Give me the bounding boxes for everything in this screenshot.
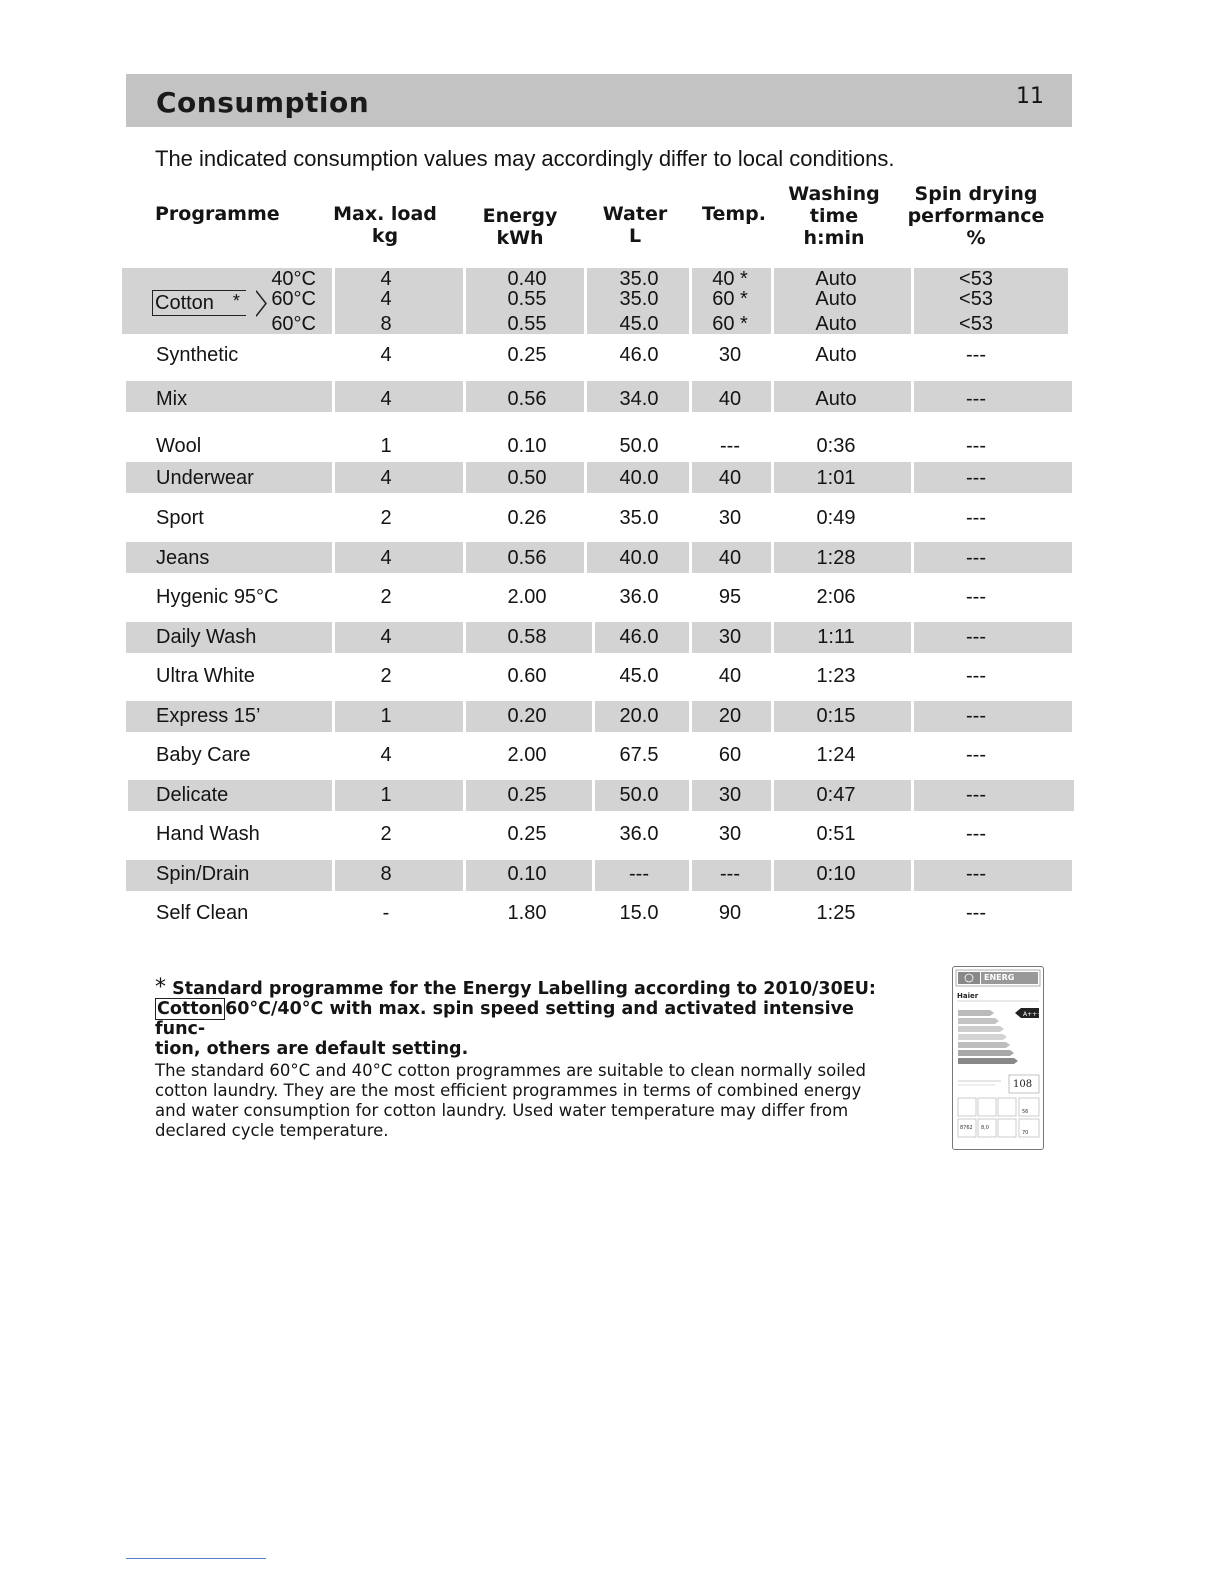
cell-programme: Jeans <box>156 547 210 569</box>
col-energy-line2: kWh <box>496 227 544 249</box>
cell-programme: Delicate <box>156 784 229 806</box>
cell-load: 4 <box>380 547 392 569</box>
cell-programme: Wool <box>156 435 202 457</box>
col-water-line2: L <box>628 225 642 247</box>
label-kwh-text: 108 <box>1013 1079 1033 1090</box>
cell-water: 34.0 <box>619 388 659 410</box>
cell-temp: 20 <box>718 705 742 727</box>
cell-spin: --- <box>966 784 986 806</box>
cell-time: Auto <box>815 268 857 290</box>
col-load-line2: kg <box>371 225 399 247</box>
label-water-text: 8762 <box>960 1125 973 1131</box>
col-energy <box>470 205 570 249</box>
cell-temp: 30 <box>718 784 742 806</box>
footnote-line1 <box>155 975 885 1000</box>
col-load-line1: Max. load <box>333 203 437 225</box>
cell-time: 1:01 <box>816 467 856 489</box>
cell-spin: --- <box>966 507 986 529</box>
cell-spin: --- <box>966 902 986 924</box>
cell-load: 2 <box>380 665 392 687</box>
cell-load: - <box>382 902 390 924</box>
table-row <box>0 898 1224 928</box>
cell-water: 45.0 <box>619 313 659 335</box>
table-row <box>0 543 1224 573</box>
cell-time: 0:47 <box>816 784 856 806</box>
cell-spin: --- <box>966 823 986 845</box>
col-spin-line1: Spin drying <box>914 183 1038 205</box>
col-energy-line1: Energy <box>482 205 558 227</box>
cell-water: 40.0 <box>619 467 659 489</box>
cell-load: 4 <box>380 344 392 366</box>
cell-temp: 30 <box>718 507 742 529</box>
cell-programme: Sport <box>156 507 204 529</box>
cell-time: Auto <box>815 388 857 410</box>
cell-water: 46.0 <box>619 626 659 648</box>
cell-time: 0:15 <box>816 705 856 727</box>
label-bar <box>958 1050 1014 1056</box>
table-row <box>0 859 1224 889</box>
cell-spin: --- <box>966 388 986 410</box>
cell-load: 2 <box>380 586 392 608</box>
table-row <box>0 819 1224 849</box>
cell-spin: --- <box>966 863 986 885</box>
cell-water: 45.0 <box>619 665 659 687</box>
cotton-sub: 60°C <box>271 313 316 335</box>
cell-energy: 0.25 <box>507 344 547 366</box>
cell-spin: <53 <box>959 288 993 310</box>
table-row <box>0 661 1224 691</box>
cell-water: 36.0 <box>619 823 659 845</box>
cell-spin: --- <box>966 586 986 608</box>
cell-programme: Hand Wash <box>156 823 260 845</box>
cell-spin: --- <box>966 705 986 727</box>
cell-load: 1 <box>380 435 392 457</box>
cell-energy: 2.00 <box>507 744 547 766</box>
cell-spin: --- <box>966 344 986 366</box>
cell-energy: 0.25 <box>507 823 547 845</box>
cell-programme: Spin/Drain <box>156 863 250 885</box>
footnote <box>155 975 885 1141</box>
label-bar <box>958 1010 994 1016</box>
cell-spin: --- <box>966 467 986 489</box>
cell-time: Auto <box>815 313 857 335</box>
cell-programme: Hygenic 95°C <box>156 586 279 608</box>
cell-temp: 40 <box>718 547 742 569</box>
cell-energy: 0.60 <box>507 665 547 687</box>
cell-energy: 1.80 <box>507 902 547 924</box>
cell-time: 1:11 <box>817 626 855 648</box>
cell-time: Auto <box>815 344 857 366</box>
cell-programme: Express 15’ <box>156 705 261 727</box>
table-row <box>0 431 1224 461</box>
intro-text: The indicated consumption values may accordingly differ to local conditions. <box>155 146 895 171</box>
cell-energy: 0.25 <box>507 784 547 806</box>
page-number: 11 <box>1016 84 1044 109</box>
cell-spin: --- <box>966 744 986 766</box>
col-spin-line3: % <box>966 227 986 249</box>
footnote-body: The standard 60°C and 40°C cotton programmes are suitable to clean normally soiled cotton laundry. They are the most efficient programmes in terms of combined energy and water consumption for cotton laundry. Used water temperature may differ from declared cycle temperature. <box>155 1061 866 1140</box>
cell-programme: Baby Care <box>156 744 251 766</box>
cell-water: 15.0 <box>619 902 659 924</box>
col-temp: Temp. <box>702 203 766 225</box>
cell-temp: 60 <box>718 744 742 766</box>
cell-temp: 30 <box>718 344 742 366</box>
cell-temp: 40 <box>718 665 742 687</box>
cell-spin: --- <box>966 626 986 648</box>
energy-label-graphic <box>953 967 1043 1149</box>
cell-water: 36.0 <box>619 586 659 608</box>
cell-energy: 0.10 <box>507 863 547 885</box>
cell-time: 1:28 <box>816 547 856 569</box>
label-bar <box>958 1042 1010 1048</box>
cell-time: 1:24 <box>816 744 856 766</box>
footnote-heading: Standard programme for the Energy Labelling according to 2010/30EU: <box>172 979 876 999</box>
cell-load: 8 <box>380 863 392 885</box>
cell-time: 2:06 <box>816 586 856 608</box>
cell-water: 35.0 <box>619 507 659 529</box>
col-time-line3: h:min <box>803 227 865 249</box>
cell-water: 20.0 <box>619 705 659 727</box>
cell-load: 1 <box>380 784 392 806</box>
table-row <box>0 740 1224 770</box>
cell-energy: 2.00 <box>507 586 547 608</box>
cell-energy: 0.40 <box>507 268 547 290</box>
energy-label-image <box>952 966 1044 1150</box>
cell-energy: 0.55 <box>507 288 547 310</box>
cell-programme: Synthetic <box>156 344 239 366</box>
cell-programme: Ultra White <box>156 665 255 687</box>
cell-spin: --- <box>966 547 986 569</box>
col-water <box>590 203 680 247</box>
cell-programme: Mix <box>156 388 188 410</box>
cell-temp: 40 <box>718 467 742 489</box>
label-bar <box>958 1034 1007 1040</box>
footnote-line2-rest: 60°C/40°C with max. spin speed setting and activated intensive func- <box>155 999 854 1039</box>
cell-water: --- <box>629 863 649 885</box>
label-brand-text: Haier <box>957 992 979 1000</box>
table-row <box>0 701 1224 731</box>
cell-water: 35.0 <box>619 268 659 290</box>
table-row <box>0 384 1224 414</box>
cell-load: 4 <box>380 288 392 310</box>
cell-temp: 60 * <box>712 288 748 310</box>
table-row <box>0 780 1224 810</box>
label-bar <box>958 1018 999 1024</box>
cotton-name: Cotton <box>155 292 214 314</box>
cell-load: 1 <box>380 705 392 727</box>
cell-water: 50.0 <box>619 784 659 806</box>
cell-time: 1:23 <box>816 665 856 687</box>
cell-water: 40.0 <box>619 547 659 569</box>
footnote-star: * <box>155 975 166 1000</box>
cell-load: 4 <box>380 626 392 648</box>
cell-time: 0:10 <box>816 863 856 885</box>
cell-load: 4 <box>380 744 392 766</box>
table-row <box>0 340 1224 370</box>
cell-temp: --- <box>720 863 740 885</box>
cell-load: 8 <box>380 313 392 335</box>
table-row <box>0 503 1224 533</box>
cell-spin: <53 <box>959 313 993 335</box>
cell-water: 50.0 <box>619 435 659 457</box>
cell-water: 67.5 <box>619 744 659 766</box>
col-programme: Programme <box>155 203 280 225</box>
footnote-line3: tion, others are default setting. <box>155 1039 469 1059</box>
cell-programme: Underwear <box>156 467 254 489</box>
cell-programme: Self Clean <box>156 902 249 924</box>
label-bar <box>958 1026 1004 1032</box>
cell-energy: 0.50 <box>507 467 547 489</box>
table-row <box>0 463 1224 493</box>
footnote-line2 <box>155 999 885 1039</box>
cotton-sub: 60°C <box>271 288 316 310</box>
cell-time: 0:49 <box>816 507 856 529</box>
cell-time: 1:25 <box>816 902 856 924</box>
cell-water: 35.0 <box>619 288 659 310</box>
cotton-sub: 40°C <box>271 268 316 290</box>
cell-time: Auto <box>815 288 857 310</box>
cell-temp: 30 <box>718 823 742 845</box>
cell-energy: 0.26 <box>507 507 547 529</box>
cell-energy: 0.56 <box>507 547 547 569</box>
cell-energy: 0.10 <box>507 435 547 457</box>
label-noise-spin: 70 <box>1022 1130 1029 1136</box>
cell-temp: 40 * <box>712 268 748 290</box>
col-time-line1: Washing <box>788 183 880 205</box>
label-bar <box>958 1058 1018 1064</box>
cotton-row-3 <box>0 313 1224 337</box>
cotton-row-2 <box>0 288 1224 312</box>
col-water-line1: Water <box>602 203 668 225</box>
col-spin <box>906 183 1046 249</box>
cell-water: 46.0 <box>619 344 659 366</box>
cell-temp: --- <box>720 435 740 457</box>
cell-time: 0:36 <box>816 435 856 457</box>
cell-energy: 0.58 <box>507 626 547 648</box>
cell-temp: 40 <box>718 388 742 410</box>
cell-load: 2 <box>380 823 392 845</box>
cell-temp: 30 <box>718 626 742 648</box>
cell-temp: 95 <box>718 586 742 608</box>
label-capacity-text: 8,0 <box>981 1125 989 1131</box>
cell-time: 0:51 <box>816 823 856 845</box>
label-noise-wash: 56 <box>1022 1109 1029 1115</box>
footnote-cotton-box: Cotton <box>157 999 224 1019</box>
cell-energy: 0.55 <box>507 313 547 335</box>
page-title: Consumption <box>156 86 370 119</box>
label-energ-text: ENERG <box>984 973 1015 982</box>
cell-load: 4 <box>380 268 392 290</box>
cell-spin: --- <box>966 435 986 457</box>
label-class-text: A+++ <box>1023 1011 1043 1018</box>
bottom-rule <box>126 1558 266 1559</box>
cell-programme: Daily Wash <box>156 626 257 648</box>
cell-energy: 0.20 <box>507 705 547 727</box>
cell-energy: 0.56 <box>507 388 547 410</box>
cell-load: 2 <box>380 507 392 529</box>
table-row <box>0 622 1224 652</box>
col-time <box>776 183 892 249</box>
col-spin-line2: performance <box>907 205 1045 227</box>
cell-load: 4 <box>380 388 392 410</box>
cotton-star: * <box>232 291 240 311</box>
cell-temp: 90 <box>718 902 742 924</box>
cell-temp: 60 * <box>712 313 748 335</box>
cell-load: 4 <box>380 467 392 489</box>
section-header <box>126 74 1072 127</box>
table-row <box>0 582 1224 612</box>
col-time-line2: time <box>809 205 859 227</box>
cell-spin: --- <box>966 665 986 687</box>
cell-spin: <53 <box>959 268 993 290</box>
col-load <box>330 203 440 247</box>
